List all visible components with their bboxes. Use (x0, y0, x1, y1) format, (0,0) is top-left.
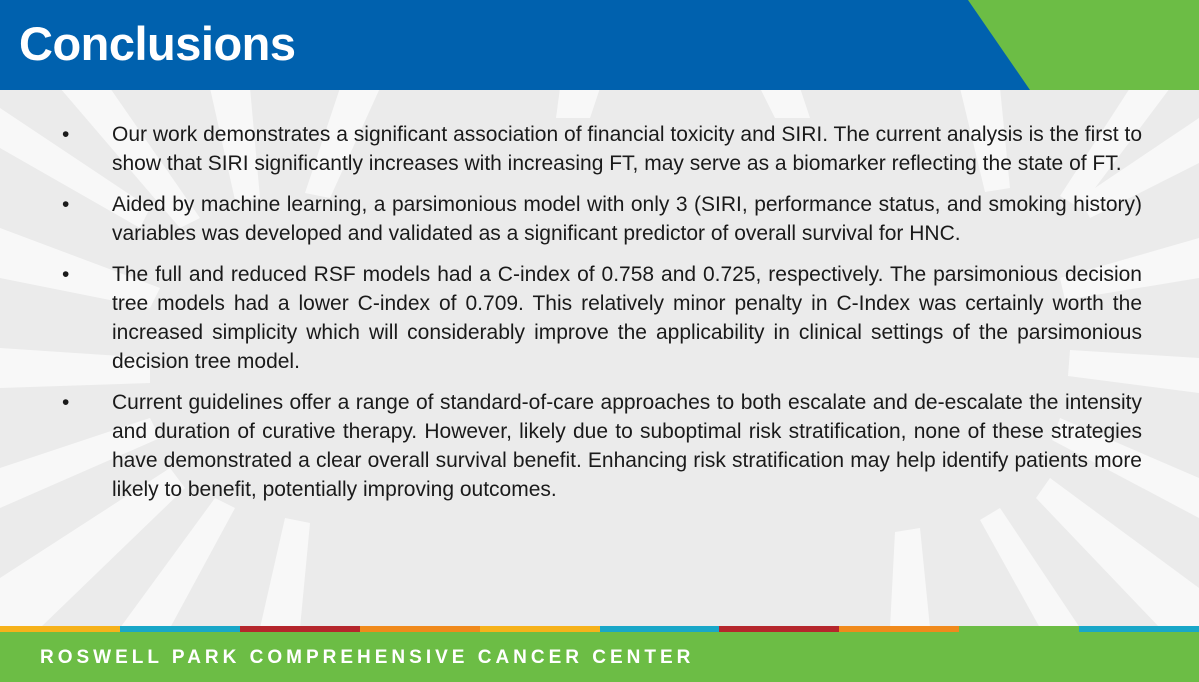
list-item (58, 260, 1142, 376)
list-item (58, 120, 1142, 178)
bullet-text: Our work demonstrates a significant association of financial toxicity and SIRI. The current analysis is the first to show that SIRI significantly increases with increasing FT, may serve as a biomarker reflecting the state of FT. (112, 123, 1142, 175)
bullet-text: The full and reduced RSF models had a C-index of 0.758 and 0.725, respectively. The parsimonious decision tree models had a lower C-index of 0.709. This relatively minor penalty in C-Index was certainly worth the increased simplicity which will considerably improve the applicability in clinical settings of the parsimonious decision tree model. (112, 263, 1142, 373)
footer-bar (0, 632, 1199, 682)
slide-title: Conclusions (19, 17, 296, 70)
bullet-icon: • (62, 123, 70, 146)
list-item (58, 190, 1142, 248)
bullet-icon: • (62, 193, 70, 216)
bullet-icon: • (62, 391, 70, 414)
header-bar (0, 0, 1199, 90)
institution-name: ROSWELL PARK COMPREHENSIVE CANCER CENTER (40, 647, 695, 668)
bullet-icon: • (62, 263, 70, 286)
bullet-text: Current guidelines offer a range of standard-of-care approaches to both escalate and de-escalate the intensity and duration of curative therapy. However, likely due to suboptimal risk stratification, none of these strategies have demonstrated a clear overall survival benefit. Enhancing risk stratification may help identify patients more likely to benefit, potentially improving outcomes. (112, 391, 1142, 501)
bullet-text: Aided by machine learning, a parsimonious model with only 3 (SIRI, performance status, and smoking history) variables was developed and validated as a significant predictor of overall survival for HNC. (112, 193, 1142, 245)
conclusions-list (58, 120, 1142, 516)
list-item (58, 388, 1142, 504)
